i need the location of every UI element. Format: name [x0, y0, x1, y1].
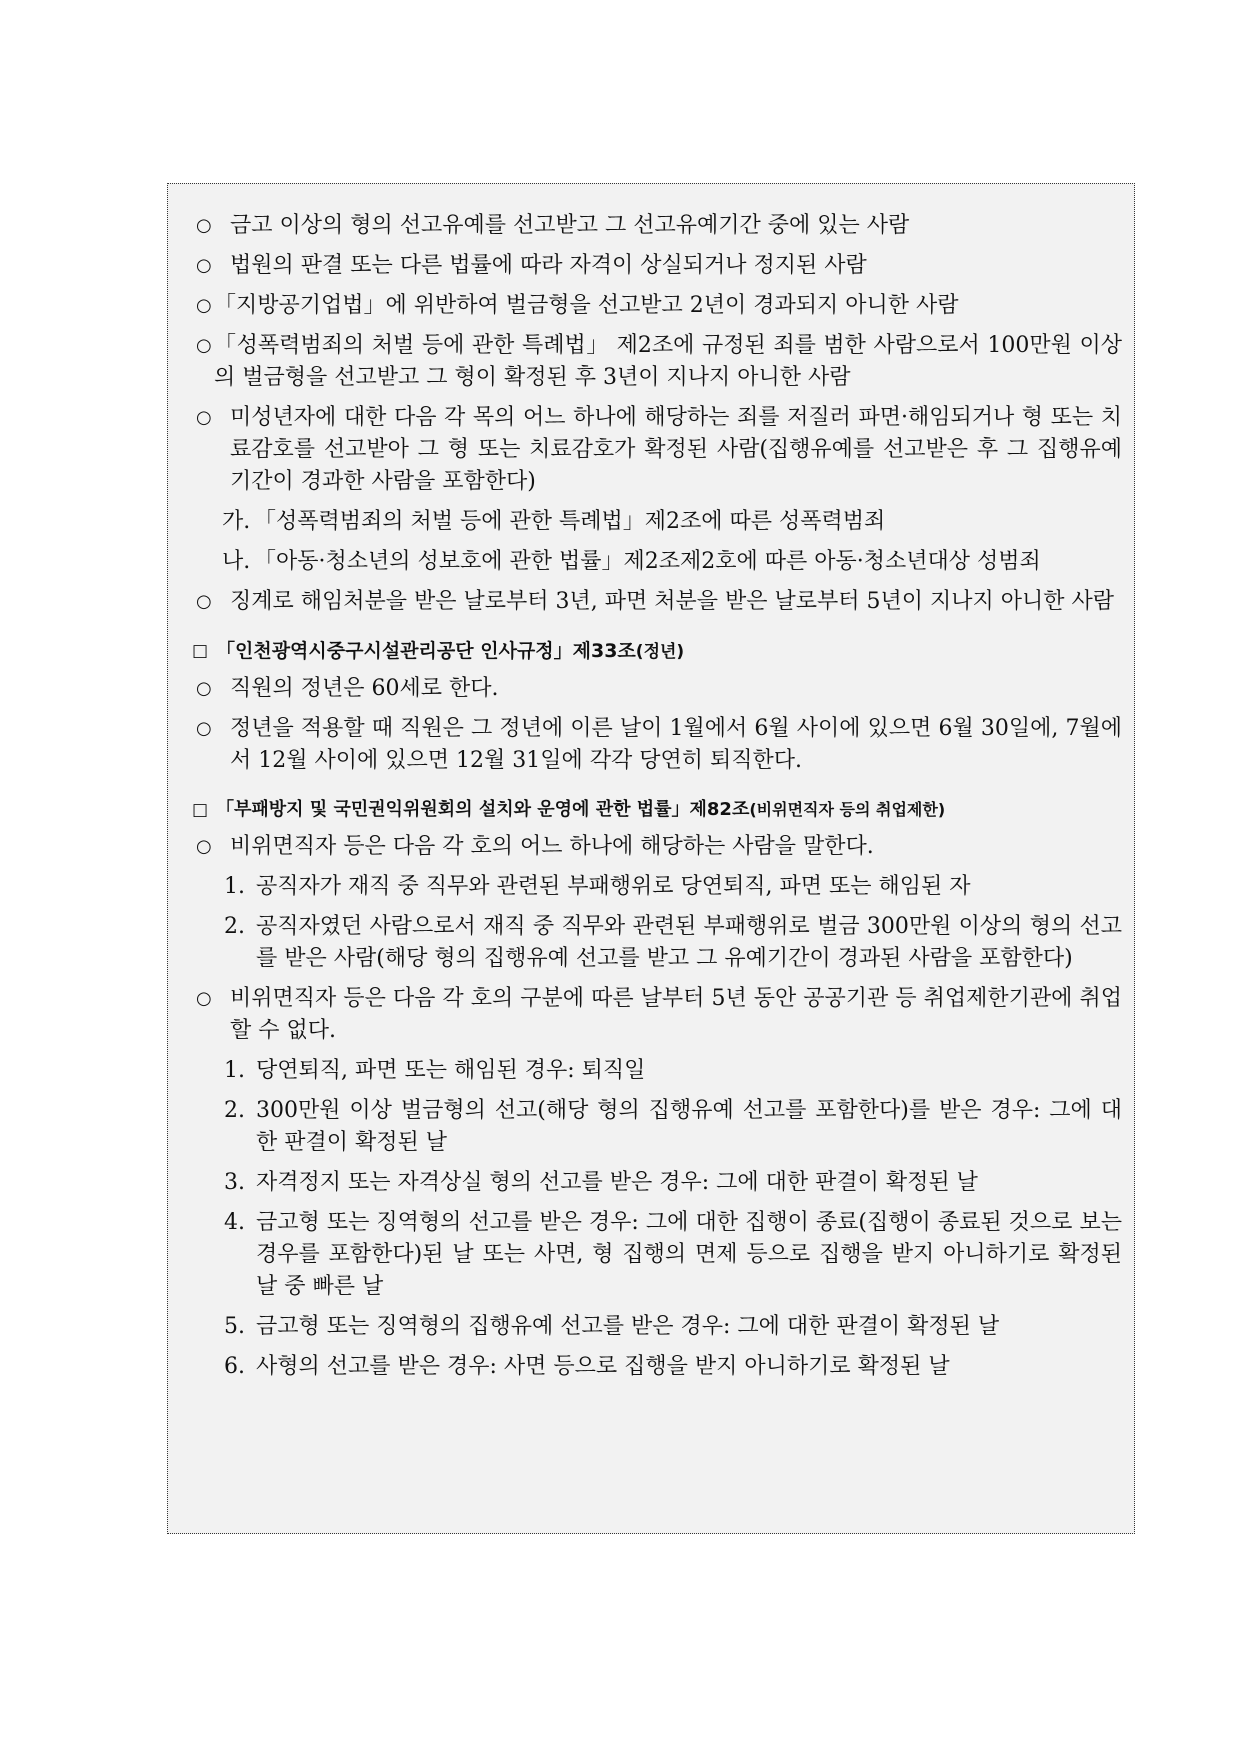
section-heading-retirement [192, 636, 1122, 667]
circle-bullet-icon: ○ [196, 335, 212, 356]
list-item [192, 983, 1122, 1047]
number-marker: 5. [224, 1314, 245, 1339]
item-text: 징계로 해임처분을 받은 날로부터 3년, 파면 처분을 받은 날로부터 5년이 지나지 아니한 사람 [230, 589, 1114, 614]
numbered-item [192, 911, 1122, 975]
list-item [192, 586, 1122, 618]
item-text: 직원의 정년은 60세로 한다. [230, 676, 499, 701]
item-text: 정년을 적용할 때 직원은 그 정년에 이른 날이 1월에서 6월 사이에 있으면 6월 30일에, 7월에서 12월 사이에 있으면 12월 31일에 각각 당연히 퇴직한다. [230, 716, 1122, 773]
item-text: 「성폭력범죄의 처벌 등에 관한 특례법」제2조에 따른 성폭력범죄 [254, 509, 886, 534]
list-item [192, 402, 1122, 498]
number-marker: 1. [224, 874, 245, 899]
list-item [192, 330, 1122, 394]
numbered-item [192, 1167, 1122, 1199]
section-subtitle: (정년) [635, 642, 685, 662]
circle-bullet-icon: ○ [196, 718, 212, 739]
number-marker: 3. [224, 1170, 245, 1195]
item-text: 법원의 판결 또는 다른 법률에 따라 자격이 상실되거나 정지된 사람 [230, 253, 867, 278]
square-bullet-icon: □ [192, 641, 209, 661]
item-text: 300만원 이상 벌금형의 선고(해당 형의 집행유예 선고를 포함한다)를 받은 경우: 그에 대한 판결이 확정된 날 [256, 1098, 1122, 1155]
sub-list-item [192, 546, 1122, 578]
circle-bullet-icon: ○ [196, 295, 212, 316]
numbered-item [192, 1311, 1122, 1343]
circle-bullet-icon: ○ [196, 255, 212, 276]
list-item [192, 250, 1122, 282]
item-text: 「지방공기업법」에 위반하여 벌금형을 선고받고 2년이 경과되지 아니한 사람 [214, 293, 959, 318]
item-text: 공직자가 재직 중 직무와 관련된 부패행위로 당연퇴직, 파면 또는 해임된 자 [256, 874, 971, 899]
circle-bullet-icon: ○ [196, 215, 212, 236]
number-marker: 4. [224, 1210, 245, 1235]
numbered-item [192, 1055, 1122, 1087]
section-subtitle: (비위면직자 등의 취업제한) [749, 800, 946, 819]
circle-bullet-icon: ○ [196, 988, 212, 1009]
list-item [192, 210, 1122, 242]
section-title: 「인천광역시중구시설관리공단 인사규정」제33조 [216, 640, 636, 662]
square-bullet-icon: □ [192, 800, 209, 820]
numbered-item [192, 871, 1122, 903]
number-marker: 6. [224, 1354, 245, 1379]
item-text: 「성폭력범죄의 처벌 등에 관한 특례법」 제2조에 규정된 죄를 범한 사람으로서 100만원 이상의 벌금형을 선고받고 그 형이 확정된 후 3년이 지나지 아니한 사람 [214, 333, 1122, 390]
list-item [192, 290, 1122, 322]
item-text: 금고형 또는 징역형의 집행유예 선고를 받은 경우: 그에 대한 판결이 확정된 날 [256, 1314, 1000, 1339]
sub-marker: 나. [222, 549, 251, 574]
item-text: 금고 이상의 형의 선고유예를 선고받고 그 선고유예기간 중에 있는 사람 [230, 213, 910, 238]
circle-bullet-icon: ○ [196, 407, 212, 428]
list-item [192, 831, 1122, 863]
circle-bullet-icon: ○ [196, 836, 212, 857]
numbered-item [192, 1095, 1122, 1159]
section-title: 「부패방지 및 국민권익위원회의 설치와 운영에 관한 법률」제82조 [216, 799, 750, 820]
section-heading-employment-restriction [192, 795, 1122, 825]
numbered-item [192, 1207, 1122, 1303]
sub-marker: 가. [222, 509, 251, 534]
circle-bullet-icon: ○ [196, 591, 212, 612]
number-marker: 2. [224, 1098, 245, 1123]
item-text: 공직자였던 사람으로서 재직 중 직무와 관련된 부패행위로 벌금 300만원 이상의 형의 선고를 받은 사람(해당 형의 집행유예 선고를 받고 그 유예기간이 경과된 사람을 포함한다) [256, 914, 1122, 971]
numbered-item [192, 1351, 1122, 1383]
item-text: 비위면직자 등은 다음 각 호의 어느 하나에 해당하는 사람을 말한다. [230, 834, 874, 859]
item-text: 「아동·청소년의 성보호에 관한 법률」제2조제2호에 따른 아동·청소년대상 성범죄 [254, 549, 1041, 574]
sub-list-item [192, 506, 1122, 538]
item-text: 미성년자에 대한 다음 각 목의 어느 하나에 해당하는 죄를 저질러 파면·해임되거나 형 또는 치료감호를 선고받아 그 형 또는 치료감호가 확정된 사람(집행유예를 선고받은 후 그 집행유예기간이 경과한 사람을 포함한다) [230, 405, 1122, 494]
list-item [192, 673, 1122, 705]
item-text: 사형의 선고를 받은 경우: 사면 등으로 집행을 받지 아니하기로 확정된 날 [256, 1354, 950, 1379]
regulation-box [167, 183, 1135, 1534]
item-text: 자격정지 또는 자격상실 형의 선고를 받은 경우: 그에 대한 판결이 확정된 날 [256, 1170, 978, 1195]
list-item [192, 713, 1122, 777]
circle-bullet-icon: ○ [196, 678, 212, 699]
item-text: 당연퇴직, 파면 또는 해임된 경우: 퇴직일 [256, 1058, 646, 1083]
item-text: 비위면직자 등은 다음 각 호의 구분에 따른 날부터 5년 동안 공공기관 등 취업제한기관에 취업할 수 없다. [230, 986, 1122, 1043]
number-marker: 1. [224, 1058, 245, 1083]
item-text: 금고형 또는 징역형의 선고를 받은 경우: 그에 대한 집행이 종료(집행이 종료된 것으로 보는 경우를 포함한다)된 날 또는 사면, 형 집행의 면제 등으로 집행을 받지 아니하기로 확정된 날 중 빠른 날 [256, 1210, 1122, 1299]
number-marker: 2. [224, 914, 245, 939]
